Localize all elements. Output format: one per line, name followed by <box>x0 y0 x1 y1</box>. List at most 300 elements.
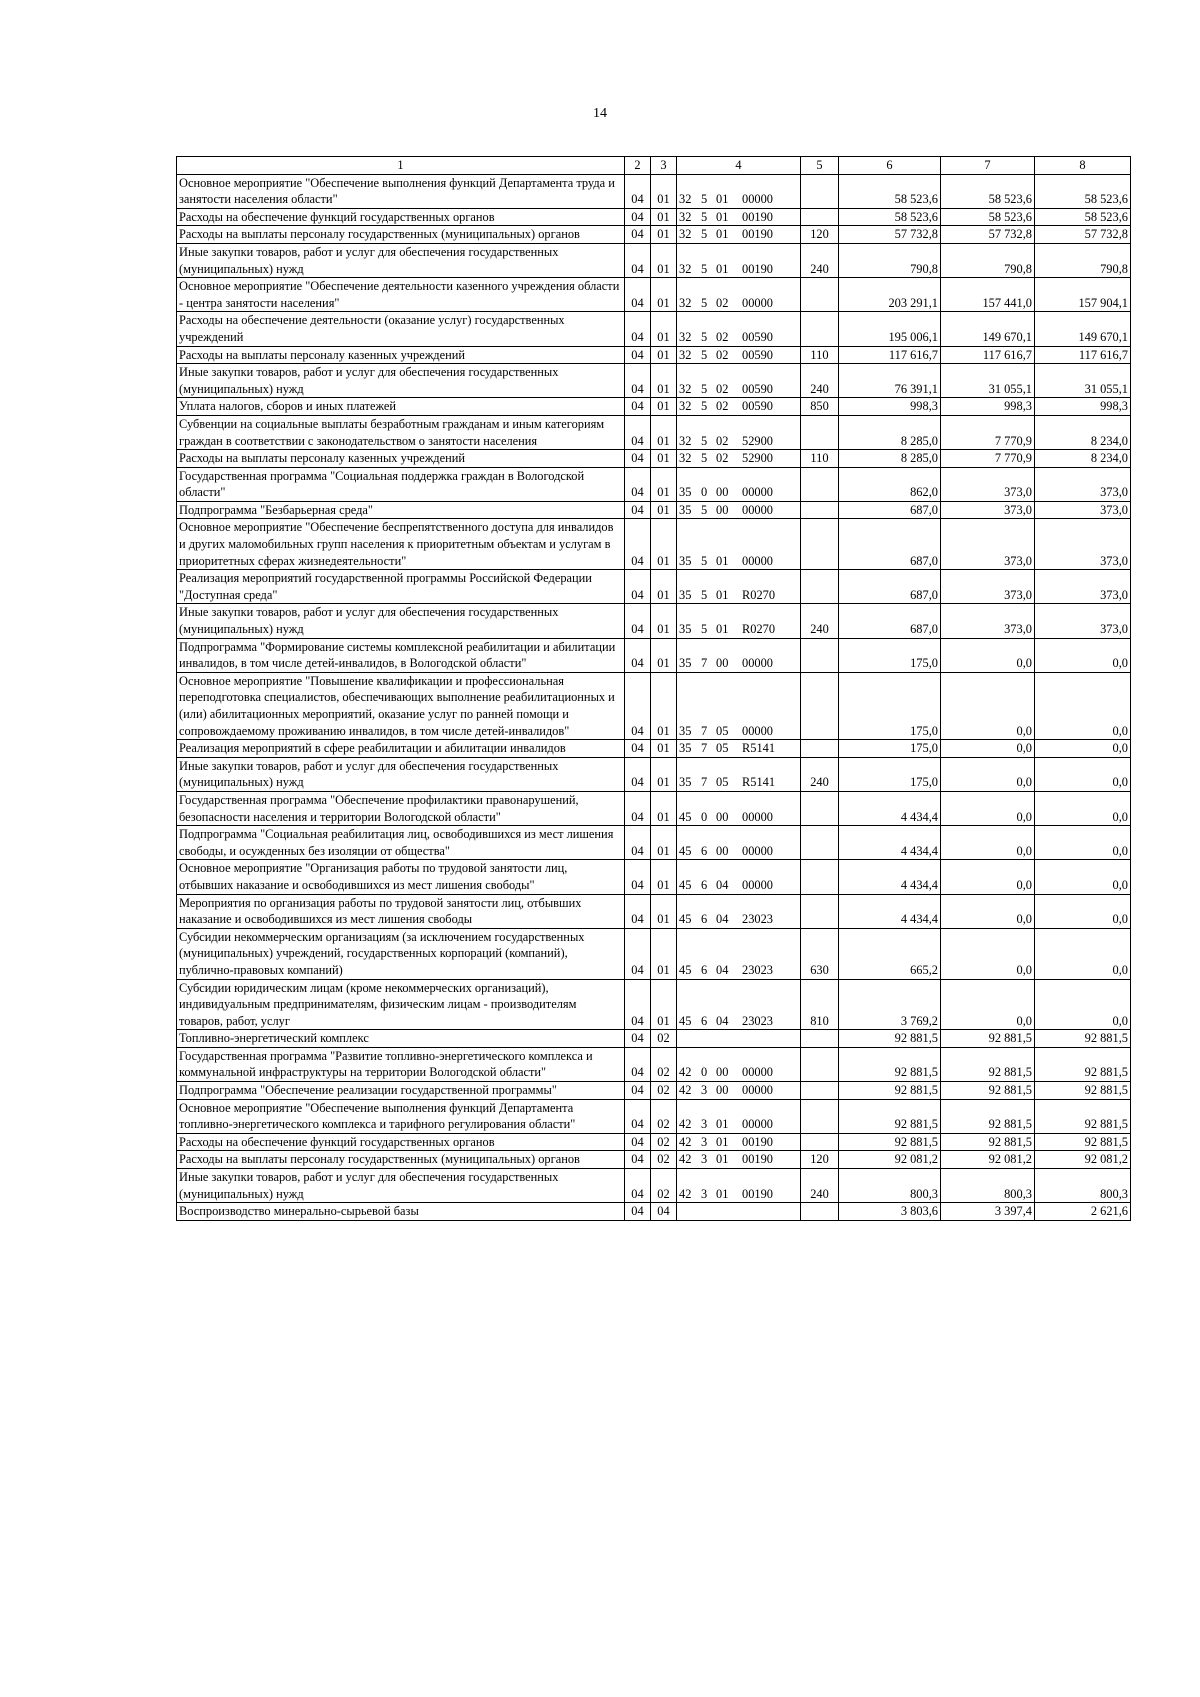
target-article-part: 02 <box>716 451 729 466</box>
amount-col-8: 58 523,6 <box>1035 174 1131 208</box>
row-name: Основное мероприятие "Повышение квалификации и профессиональная переподготовка специалистов, обеспечивающих выполнение реабилитационных и (или) абилитационных мероприятий, оказание услуг по ранней помощи и сопровождаемому проживанию инвалидов, в том числе детей-инвалидов" <box>177 672 625 739</box>
expense-type-code <box>801 278 839 312</box>
target-article-part: 42 <box>679 1186 692 1201</box>
subsection-code: 01 <box>651 415 677 449</box>
expense-type-code <box>801 1047 839 1081</box>
expense-type-code <box>801 860 839 894</box>
target-article-part: 04 <box>716 1013 729 1028</box>
section-code: 04 <box>625 672 651 739</box>
expense-type-code: 240 <box>801 1169 839 1203</box>
amount-col-7: 0,0 <box>941 979 1035 1030</box>
target-article-part: R0270 <box>742 622 776 637</box>
expense-type-code: 630 <box>801 928 839 979</box>
table-row <box>177 501 1131 519</box>
amount-col-7: 998,3 <box>941 398 1035 416</box>
amount-col-6: 92 881,5 <box>839 1133 941 1151</box>
subsection-code: 01 <box>651 467 677 501</box>
target-article-part: 5 <box>701 622 708 637</box>
table-row <box>177 672 1131 739</box>
section-code: 04 <box>625 208 651 226</box>
target-article-part: 04 <box>716 877 729 892</box>
target-article-part: 0 <box>701 485 708 500</box>
section-code: 04 <box>625 1151 651 1169</box>
section-code: 04 <box>625 501 651 519</box>
amount-col-8: 58 523,6 <box>1035 208 1131 226</box>
amount-col-6: 175,0 <box>839 740 941 758</box>
section-code: 04 <box>625 398 651 416</box>
table-row <box>177 1030 1131 1048</box>
section-code: 04 <box>625 860 651 894</box>
amount-col-7: 3 397,4 <box>941 1203 1035 1221</box>
subsection-code: 01 <box>651 672 677 739</box>
expense-type-code <box>801 894 839 928</box>
amount-col-8: 8 234,0 <box>1035 415 1131 449</box>
target-article-part: 5 <box>701 502 708 517</box>
target-article-part: 00000 <box>742 1117 773 1132</box>
target-article-part: 5 <box>701 433 708 448</box>
target-article-code <box>677 860 801 894</box>
expense-type-code <box>801 791 839 825</box>
expense-type-code <box>801 672 839 739</box>
target-article-part: 00000 <box>742 485 773 500</box>
target-article-part: 3 <box>701 1083 708 1098</box>
row-name: Уплата налогов, сборов и иных платежей <box>177 398 625 416</box>
amount-col-8: 998,3 <box>1035 398 1131 416</box>
amount-col-7: 373,0 <box>941 501 1035 519</box>
amount-col-8: 0,0 <box>1035 757 1131 791</box>
row-name: Воспроизводство минерально-сырьевой базы <box>177 1203 625 1221</box>
amount-col-8: 373,0 <box>1035 604 1131 638</box>
row-name: Реализация мероприятий в сфере реабилитации и абилитации инвалидов <box>177 740 625 758</box>
amount-col-6: 57 732,8 <box>839 226 941 244</box>
target-article-part: 5 <box>701 399 708 414</box>
amount-col-6: 3 769,2 <box>839 979 941 1030</box>
target-article-part: 52900 <box>742 433 773 448</box>
section-code: 04 <box>625 1099 651 1133</box>
target-article-part: 0 <box>701 1065 708 1080</box>
subsection-code: 02 <box>651 1151 677 1169</box>
target-article-part: 7 <box>701 741 708 756</box>
subsection-code: 01 <box>651 979 677 1030</box>
target-article-code <box>677 1133 801 1151</box>
amount-col-7: 149 670,1 <box>941 312 1035 346</box>
section-code: 04 <box>625 894 651 928</box>
header-cell: 7 <box>941 157 1035 175</box>
target-article-code <box>677 467 801 501</box>
amount-col-8: 117 616,7 <box>1035 346 1131 364</box>
section-code: 04 <box>625 604 651 638</box>
target-article-code <box>677 791 801 825</box>
target-article-part: 6 <box>701 912 708 927</box>
table-row <box>177 1099 1131 1133</box>
target-article-part: 00 <box>716 1083 729 1098</box>
table-row <box>177 1169 1131 1203</box>
amount-col-8: 373,0 <box>1035 519 1131 570</box>
table-row <box>177 208 1131 226</box>
target-article-part: 42 <box>679 1065 692 1080</box>
target-article-code <box>677 208 801 226</box>
table-row <box>177 1133 1131 1151</box>
target-article-part: R5141 <box>742 741 776 756</box>
row-name: Основное мероприятие "Организация работы по трудовой занятости лиц, отбывших наказание и освободившихся из мест лишения свободы" <box>177 860 625 894</box>
target-article-part: 35 <box>679 723 692 738</box>
subsection-code: 01 <box>651 398 677 416</box>
row-name: Субсидии некоммерческим организациям (за исключением государственных (муниципальных) учреждений, государственных корпораций (компаний), публично-правовых компаний) <box>177 928 625 979</box>
amount-col-7: 0,0 <box>941 791 1035 825</box>
table-row <box>177 346 1131 364</box>
target-article-part: 7 <box>701 775 708 790</box>
target-article-code <box>677 1047 801 1081</box>
amount-col-8: 92 881,5 <box>1035 1099 1131 1133</box>
target-article-code <box>677 1151 801 1169</box>
amount-col-6: 4 434,4 <box>839 894 941 928</box>
amount-col-8: 31 055,1 <box>1035 364 1131 398</box>
subsection-code: 02 <box>651 1099 677 1133</box>
target-article-part: 00 <box>716 502 729 517</box>
amount-col-8: 0,0 <box>1035 928 1131 979</box>
table-row <box>177 791 1131 825</box>
target-article-part: 3 <box>701 1134 708 1149</box>
table-row <box>177 757 1131 791</box>
table-row <box>177 278 1131 312</box>
target-article-part: 00000 <box>742 877 773 892</box>
target-article-part: 32 <box>679 192 692 207</box>
amount-col-8: 0,0 <box>1035 894 1131 928</box>
table-row <box>177 519 1131 570</box>
target-article-part: 04 <box>716 912 729 927</box>
section-code: 04 <box>625 638 651 672</box>
target-article-part: R5141 <box>742 775 776 790</box>
target-article-part: 05 <box>716 723 729 738</box>
section-code: 04 <box>625 791 651 825</box>
amount-col-7: 373,0 <box>941 604 1035 638</box>
target-article-part: 00000 <box>742 1065 773 1080</box>
subsection-code: 01 <box>651 312 677 346</box>
row-name: Подпрограмма "Формирование системы комплексной реабилитации и абилитации инвалидов, в том числе детей-инвалидов, в Вологодской области" <box>177 638 625 672</box>
amount-col-7: 92 881,5 <box>941 1047 1035 1081</box>
target-article-part: 5 <box>701 261 708 276</box>
expense-type-code: 110 <box>801 346 839 364</box>
section-code: 04 <box>625 243 651 277</box>
section-code: 04 <box>625 826 651 860</box>
amount-col-7: 800,3 <box>941 1169 1035 1203</box>
table-row <box>177 226 1131 244</box>
amount-col-6: 665,2 <box>839 928 941 979</box>
amount-col-6: 8 285,0 <box>839 450 941 468</box>
target-article-code <box>677 979 801 1030</box>
subsection-code: 01 <box>651 519 677 570</box>
amount-col-7: 92 881,5 <box>941 1030 1035 1048</box>
target-article-part: 5 <box>701 329 708 344</box>
amount-col-8: 0,0 <box>1035 860 1131 894</box>
table-row <box>177 826 1131 860</box>
amount-col-6: 687,0 <box>839 519 941 570</box>
table-row <box>177 860 1131 894</box>
target-article-part: 23023 <box>742 1013 773 1028</box>
expense-type-code <box>801 519 839 570</box>
amount-col-8: 157 904,1 <box>1035 278 1131 312</box>
target-article-code <box>677 415 801 449</box>
target-article-code <box>677 1099 801 1133</box>
table-row <box>177 364 1131 398</box>
subsection-code: 02 <box>651 1169 677 1203</box>
amount-col-7: 0,0 <box>941 928 1035 979</box>
amount-col-6: 92 881,5 <box>839 1030 941 1048</box>
target-article-part: 00 <box>716 843 729 858</box>
row-name: Субвенции на социальные выплаты безработным гражданам и иным категориям граждан в соответствии с законодательством о занятости населения <box>177 415 625 449</box>
target-article-part: 35 <box>679 587 692 602</box>
target-article-part: 32 <box>679 261 692 276</box>
target-article-part: 7 <box>701 656 708 671</box>
subsection-code: 04 <box>651 1203 677 1221</box>
table-row <box>177 174 1131 208</box>
target-article-code <box>677 519 801 570</box>
section-code: 04 <box>625 740 651 758</box>
subsection-code: 01 <box>651 860 677 894</box>
row-name: Мероприятия по организация работы по трудовой занятости лиц, отбывших наказание и освободившихся из мест лишения свободы <box>177 894 625 928</box>
amount-col-6: 4 434,4 <box>839 826 941 860</box>
target-article-part: 6 <box>701 843 708 858</box>
target-article-part: 00000 <box>742 809 773 824</box>
amount-col-8: 2 621,6 <box>1035 1203 1131 1221</box>
section-code: 04 <box>625 450 651 468</box>
section-code: 04 <box>625 1133 651 1151</box>
target-article-code <box>677 1082 801 1100</box>
amount-col-6: 687,0 <box>839 604 941 638</box>
target-article-code <box>677 243 801 277</box>
target-article-part: 32 <box>679 347 692 362</box>
target-article-code <box>677 826 801 860</box>
target-article-part: 00190 <box>742 1186 773 1201</box>
table-row <box>177 740 1131 758</box>
amount-col-6: 8 285,0 <box>839 415 941 449</box>
subsection-code: 01 <box>651 757 677 791</box>
section-code: 04 <box>625 278 651 312</box>
table-row <box>177 1203 1131 1221</box>
target-article-part: 00190 <box>742 1152 773 1167</box>
amount-col-8: 373,0 <box>1035 467 1131 501</box>
target-article-part: 35 <box>679 553 692 568</box>
table-row <box>177 312 1131 346</box>
amount-col-7: 92 881,5 <box>941 1133 1035 1151</box>
expense-type-code <box>801 174 839 208</box>
amount-col-6: 4 434,4 <box>839 791 941 825</box>
expense-type-code: 240 <box>801 604 839 638</box>
target-article-part: 05 <box>716 775 729 790</box>
amount-col-7: 0,0 <box>941 638 1035 672</box>
subsection-code: 01 <box>651 928 677 979</box>
target-article-part: 42 <box>679 1134 692 1149</box>
row-name: Государственная программа "Социальная поддержка граждан в Вологодской области" <box>177 467 625 501</box>
target-article-part: 3 <box>701 1117 708 1132</box>
amount-col-7: 0,0 <box>941 894 1035 928</box>
section-code: 04 <box>625 1169 651 1203</box>
target-article-part: 45 <box>679 1013 692 1028</box>
target-article-part: 3 <box>701 1186 708 1201</box>
amount-col-7: 373,0 <box>941 570 1035 604</box>
amount-col-7: 373,0 <box>941 467 1035 501</box>
target-article-part: 5 <box>701 227 708 242</box>
amount-col-7: 92 881,5 <box>941 1099 1035 1133</box>
amount-col-6: 175,0 <box>839 638 941 672</box>
section-code: 04 <box>625 467 651 501</box>
header-cell: 4 <box>677 157 801 175</box>
row-name: Иные закупки товаров, работ и услуг для обеспечения государственных (муниципальных) нужд <box>177 1169 625 1203</box>
subsection-code: 01 <box>651 894 677 928</box>
amount-col-8: 0,0 <box>1035 979 1131 1030</box>
target-article-code <box>677 1169 801 1203</box>
subsection-code: 01 <box>651 174 677 208</box>
target-article-part: 42 <box>679 1117 692 1132</box>
amount-col-8: 57 732,8 <box>1035 226 1131 244</box>
target-article-part: 35 <box>679 622 692 637</box>
target-article-part: 01 <box>716 1186 729 1201</box>
target-article-part: 45 <box>679 912 692 927</box>
target-article-part: 00190 <box>742 1134 773 1149</box>
section-code: 04 <box>625 1203 651 1221</box>
target-article-part: 3 <box>701 1152 708 1167</box>
expense-type-code <box>801 467 839 501</box>
target-article-part: 32 <box>679 399 692 414</box>
target-article-part: 00590 <box>742 347 773 362</box>
target-article-part: 00190 <box>742 209 773 224</box>
subsection-code: 01 <box>651 501 677 519</box>
target-article-code <box>677 312 801 346</box>
amount-col-7: 0,0 <box>941 826 1035 860</box>
target-article-code <box>677 364 801 398</box>
target-article-part: 7 <box>701 723 708 738</box>
amount-col-6: 92 881,5 <box>839 1082 941 1100</box>
target-article-part: 02 <box>716 347 729 362</box>
expense-type-code <box>801 208 839 226</box>
target-article-part: 00000 <box>742 843 773 858</box>
amount-col-6: 687,0 <box>839 501 941 519</box>
section-code: 04 <box>625 312 651 346</box>
target-article-code <box>677 638 801 672</box>
amount-col-7: 7 770,9 <box>941 415 1035 449</box>
row-name: Иные закупки товаров, работ и услуг для обеспечения государственных (муниципальных) нужд <box>177 604 625 638</box>
table-row <box>177 243 1131 277</box>
subsection-code: 01 <box>651 638 677 672</box>
amount-col-6: 92 881,5 <box>839 1099 941 1133</box>
expense-type-code <box>801 1030 839 1048</box>
amount-col-8: 0,0 <box>1035 638 1131 672</box>
amount-col-8: 92 881,5 <box>1035 1047 1131 1081</box>
amount-col-7: 117 616,7 <box>941 346 1035 364</box>
row-name: Основное мероприятие "Обеспечение выполнения функций Департамента труда и занятости населения области" <box>177 174 625 208</box>
target-article-code <box>677 570 801 604</box>
subsection-code: 02 <box>651 1133 677 1151</box>
target-article-part: 5 <box>701 451 708 466</box>
expense-type-code: 810 <box>801 979 839 1030</box>
amount-col-8: 92 881,5 <box>1035 1082 1131 1100</box>
target-article-part: 5 <box>701 209 708 224</box>
target-article-part: 32 <box>679 381 692 396</box>
target-article-part: 01 <box>716 622 729 637</box>
amount-col-6: 175,0 <box>839 757 941 791</box>
row-name: Расходы на обеспечение функций государственных органов <box>177 1133 625 1151</box>
amount-col-7: 0,0 <box>941 757 1035 791</box>
target-article-part: 00000 <box>742 1083 773 1098</box>
expense-type-code <box>801 740 839 758</box>
subsection-code: 01 <box>651 278 677 312</box>
amount-col-7: 157 441,0 <box>941 278 1035 312</box>
table-row <box>177 1151 1131 1169</box>
target-article-code <box>677 450 801 468</box>
expense-type-code: 240 <box>801 364 839 398</box>
section-code: 04 <box>625 757 651 791</box>
amount-col-7: 57 732,8 <box>941 226 1035 244</box>
target-article-code <box>677 1203 801 1221</box>
subsection-code: 01 <box>651 826 677 860</box>
header-cell: 8 <box>1035 157 1131 175</box>
amount-col-6: 203 291,1 <box>839 278 941 312</box>
subsection-code: 01 <box>651 791 677 825</box>
target-article-part: 32 <box>679 227 692 242</box>
expense-type-code <box>801 1099 839 1133</box>
target-article-part: 5 <box>701 347 708 362</box>
amount-col-6: 4 434,4 <box>839 860 941 894</box>
expense-type-code <box>801 501 839 519</box>
target-article-code <box>677 278 801 312</box>
target-article-part: 00000 <box>742 192 773 207</box>
target-article-part: 00000 <box>742 723 773 738</box>
target-article-code <box>677 501 801 519</box>
amount-col-8: 92 881,5 <box>1035 1030 1131 1048</box>
amount-col-6: 3 803,6 <box>839 1203 941 1221</box>
target-article-part: 32 <box>679 433 692 448</box>
target-article-part: 00190 <box>742 261 773 276</box>
target-article-part: 6 <box>701 877 708 892</box>
expense-type-code: 850 <box>801 398 839 416</box>
target-article-part: 00590 <box>742 381 773 396</box>
expense-type-code <box>801 1133 839 1151</box>
target-article-part: 0 <box>701 809 708 824</box>
row-name: Государственная программа "Развитие топливно-энергетического комплекса и коммунальной инфраструктуры на территории Вологодской области" <box>177 1047 625 1081</box>
row-name: Основное мероприятие "Обеспечение беспрепятственного доступа для инвалидов и других маломобильных групп населения к приоритетным объектам и услугам в приоритетных сферах жизнедеятельности" <box>177 519 625 570</box>
table-row <box>177 1082 1131 1100</box>
table-row <box>177 415 1131 449</box>
amount-col-6: 58 523,6 <box>839 208 941 226</box>
target-article-part: 5 <box>701 381 708 396</box>
target-article-code <box>677 398 801 416</box>
amount-col-8: 790,8 <box>1035 243 1131 277</box>
expense-type-code <box>801 638 839 672</box>
table-row <box>177 979 1131 1030</box>
target-article-code <box>677 740 801 758</box>
subsection-code: 01 <box>651 570 677 604</box>
target-article-part: 32 <box>679 451 692 466</box>
row-name: Расходы на обеспечение деятельности (оказание услуг) государственных учреждений <box>177 312 625 346</box>
amount-col-7: 31 055,1 <box>941 364 1035 398</box>
amount-col-7: 58 523,6 <box>941 174 1035 208</box>
target-article-part: 45 <box>679 877 692 892</box>
header-cell: 3 <box>651 157 677 175</box>
target-article-part: 42 <box>679 1083 692 1098</box>
target-article-part: 01 <box>716 192 729 207</box>
amount-col-6: 76 391,1 <box>839 364 941 398</box>
amount-col-8: 0,0 <box>1035 672 1131 739</box>
row-name: Подпрограмма "Безбарьерная среда" <box>177 501 625 519</box>
subsection-code: 01 <box>651 208 677 226</box>
header-cell: 5 <box>801 157 839 175</box>
expense-type-code <box>801 1203 839 1221</box>
section-code: 04 <box>625 415 651 449</box>
amount-col-6: 92 881,5 <box>839 1047 941 1081</box>
target-article-part: 01 <box>716 209 729 224</box>
table-row <box>177 604 1131 638</box>
target-article-part: 00000 <box>742 295 773 310</box>
